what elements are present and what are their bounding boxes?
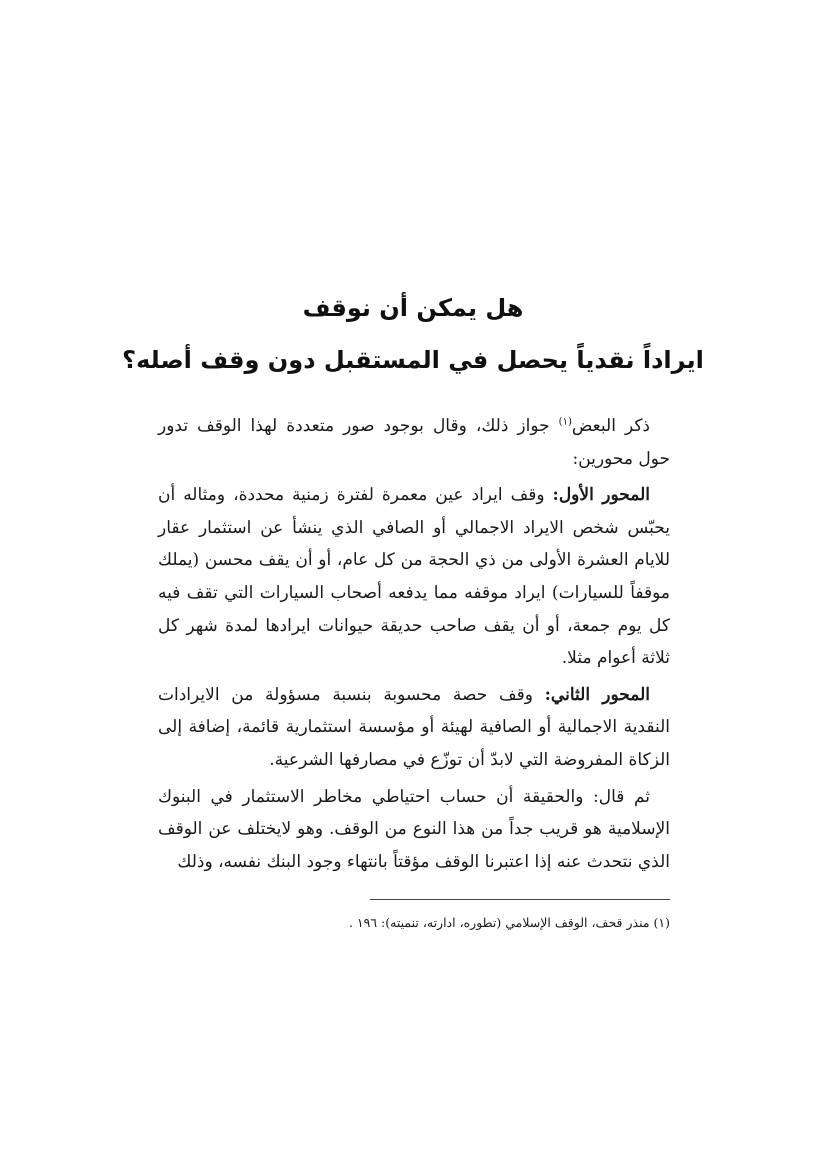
title-line-2: ايراداً نقدياً يحصل في المستقبل دون وقف أصله؟ — [122, 346, 704, 374]
paragraph-intro — [158, 410, 670, 475]
footnote-text: (١) منذر قحف، الوقف الإسلامي (تطوره، ادارته، تنميته): ١٩٦ . — [348, 915, 670, 930]
axis-two-text: وقف حصة محسوبة بنسبة مسؤولة من الايرادات النقدية الاجمالية أو الصافية لهيئة أو مؤسسة استثمارية قائمة، إضافة إلى الزكاة المفروضة التي لابدّ أن توزّع في مصارفها الشرعية. — [158, 684, 670, 770]
footnote — [158, 913, 670, 933]
chapter-title — [120, 282, 706, 386]
footnote-reference: (١) — [558, 416, 572, 428]
paragraph-conclusion — [158, 781, 670, 879]
axis-one-label: المحور الأول: — [552, 485, 650, 506]
body-text — [158, 410, 670, 882]
axis-one-text: وقف ايراد عين معمرة لفترة زمنية محددة، ومثاله أن يحبّس شخص الايراد الاجمالي أو الصافي الذي ينشأ عن استثمار عقار للايام العشرة الأولى من ذي الحجة من كل عام، أو أن يقف محسن (يملك موقفاً للسيارات) ايراد موقفه مما يدفعه أصحاب السيارات التي تقف فيه كل يوم جمعة، أو أن يقف صاحب حديقة حيوانات ايرادها لمدة شهر كل ثلاثة أعوام مثلا. — [158, 485, 670, 669]
footnote-separator — [370, 899, 670, 900]
title-line-1: هل يمكن أن نوقف — [302, 294, 524, 322]
conclusion-text: ثم قال: والحقيقة أن حساب احتياطي مخاطر الاستثمار في البنوك الإسلامية هو قريب جداً من هذا النوع من الوقف. وهو لايختلف عن الوقف الذي نتحدث عنه إذا اعتبرنا الوقف مؤقتاً بانتهاء وجود البنك نفسه، وذلك — [158, 786, 670, 872]
axis-two-label: المحور الثاني: — [544, 684, 650, 705]
paragraph-axis-two — [158, 679, 670, 777]
intro-text-rest: جواز ذلك، وقال بوجود صور متعددة لهذا الوقف تدور حول محورين: — [158, 416, 670, 469]
paragraph-axis-one — [158, 479, 670, 675]
intro-text-start: ذكر البعض — [571, 416, 650, 436]
